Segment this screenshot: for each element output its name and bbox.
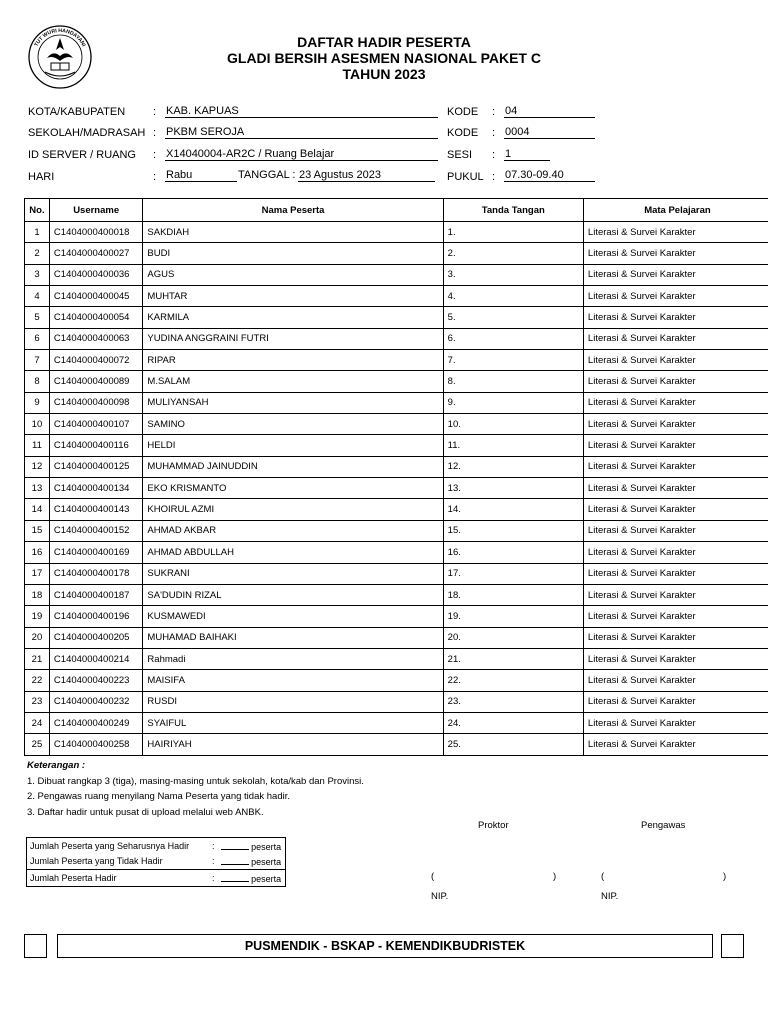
summary-label: Jumlah Peserta Hadir xyxy=(27,870,210,887)
colon: : xyxy=(492,106,496,118)
proktor-nip: NIP. xyxy=(431,891,449,902)
row-signature: 3. xyxy=(443,264,583,285)
row-username: C1404000400187 xyxy=(49,584,143,605)
row-mata-pelajaran: Literasi & Survei Karakter xyxy=(583,648,768,669)
row-number: 11 xyxy=(25,435,50,456)
row-mata-pelajaran: Literasi & Survei Karakter xyxy=(583,328,768,349)
note-item: 3. Daftar hadir untuk pusat di upload melalui web ANBK. xyxy=(27,806,264,818)
row-number: 4 xyxy=(25,286,50,307)
colon: : xyxy=(492,127,496,139)
row-number: 25 xyxy=(25,734,50,755)
col-header-username: Username xyxy=(49,199,143,222)
row-signature: 1. xyxy=(443,222,583,243)
row-nama: SA'DUDIN RIZAL xyxy=(143,584,443,605)
table-row xyxy=(25,499,768,520)
row-username: C1404000400134 xyxy=(49,478,143,499)
row-nama: RUSDI xyxy=(143,691,443,712)
row-number: 12 xyxy=(25,456,50,477)
kode1-value: 04 xyxy=(504,105,595,118)
table-row xyxy=(25,520,768,541)
summary-label: Jumlah Peserta yang Tidak Hadir xyxy=(30,856,163,867)
row-username: C1404000400018 xyxy=(49,222,143,243)
row-signature: 8. xyxy=(443,371,583,392)
row-signature: 10. xyxy=(443,414,583,435)
row-number: 5 xyxy=(25,307,50,328)
row-mata-pelajaran: Literasi & Survei Karakter xyxy=(583,222,768,243)
pengawas-nip: NIP. xyxy=(601,891,619,902)
table-row xyxy=(25,478,768,499)
pukul-value: 07.30-09.40 xyxy=(504,169,595,182)
tut-wuri-handayani-logo xyxy=(27,24,93,90)
row-username: C1404000400072 xyxy=(49,350,143,371)
table-row xyxy=(25,606,768,627)
summary-unit: peserta xyxy=(251,873,282,884)
footer-right-box xyxy=(721,934,744,958)
row-mata-pelajaran: Literasi & Survei Karakter xyxy=(583,606,768,627)
row-username: C1404000400232 xyxy=(49,691,143,712)
row-signature: 24. xyxy=(443,712,583,733)
row-mata-pelajaran: Literasi & Survei Karakter xyxy=(583,264,768,285)
attendance-summary xyxy=(26,837,286,887)
row-signature: 5. xyxy=(443,307,583,328)
row-mata-pelajaran: Literasi & Survei Karakter xyxy=(583,307,768,328)
row-nama: M.SALAM xyxy=(143,371,443,392)
row-nama: SUKRANI xyxy=(143,563,443,584)
colon: : xyxy=(492,171,496,183)
table-row xyxy=(25,264,768,285)
summary-value xyxy=(218,838,286,854)
row-mata-pelajaran: Literasi & Survei Karakter xyxy=(583,691,768,712)
row-username: C1404000400258 xyxy=(49,734,143,755)
table-row xyxy=(25,456,768,477)
row-nama: MUHAMMAD JAINUDDIN xyxy=(143,456,443,477)
col-header-nama: Nama Peserta xyxy=(143,199,443,222)
table-row xyxy=(25,435,768,456)
summary-label: Jumlah Peserta yang Seharusnya Hadir xyxy=(30,840,190,851)
row-mata-pelajaran: Literasi & Survei Karakter xyxy=(583,542,768,563)
summary-colon: : xyxy=(209,870,218,887)
row-number: 18 xyxy=(25,584,50,605)
footer-left-box xyxy=(24,934,47,958)
blank-line xyxy=(221,855,249,865)
row-nama: EKO KRISMANTO xyxy=(143,478,443,499)
row-signature: 25. xyxy=(443,734,583,755)
blank-line xyxy=(221,872,249,882)
row-mata-pelajaran: Literasi & Survei Karakter xyxy=(583,350,768,371)
row-username: C1404000400205 xyxy=(49,627,143,648)
row-nama: HELDI xyxy=(143,435,443,456)
row-mata-pelajaran: Literasi & Survei Karakter xyxy=(583,414,768,435)
row-nama: AGUS xyxy=(143,264,443,285)
pengawas-name-open: ( xyxy=(601,871,605,882)
row-signature: 19. xyxy=(443,606,583,627)
sesi-label: SESI xyxy=(447,149,473,161)
pengawas-label: Pengawas xyxy=(641,820,686,831)
hari-value: Rabu xyxy=(165,169,237,182)
row-mata-pelajaran: Literasi & Survei Karakter xyxy=(583,392,768,413)
row-username: C1404000400107 xyxy=(49,414,143,435)
row-signature: 9. xyxy=(443,392,583,413)
sekolah-value: PKBM SEROJA xyxy=(165,126,438,139)
row-signature: 2. xyxy=(443,243,583,264)
row-number: 15 xyxy=(25,520,50,541)
table-row xyxy=(25,371,768,392)
table-row xyxy=(25,712,768,733)
footer-banner: PUSMENDIK - BSKAP - KEMENDIKBUDRISTEK xyxy=(57,934,713,958)
colon: : xyxy=(492,149,496,161)
row-number: 1 xyxy=(25,222,50,243)
document-title: DAFTAR HADIR PESERTA xyxy=(297,34,471,50)
col-header-tanda-tangan: Tanda Tangan xyxy=(443,199,583,222)
table-row xyxy=(25,350,768,371)
note-item: 1. Dibuat rangkap 3 (tiga), masing-masing untuk sekolah, kota/kab dan Provinsi. xyxy=(27,775,364,787)
row-mata-pelajaran: Literasi & Survei Karakter xyxy=(583,563,768,584)
row-username: C1404000400143 xyxy=(49,499,143,520)
row-number: 2 xyxy=(25,243,50,264)
proktor-name-open: ( xyxy=(431,871,435,882)
row-number: 23 xyxy=(25,691,50,712)
row-nama: MUHTAR xyxy=(143,286,443,307)
summary-row xyxy=(27,870,286,887)
row-signature: 6. xyxy=(443,328,583,349)
row-mata-pelajaran: Literasi & Survei Karakter xyxy=(583,670,768,691)
row-mata-pelajaran: Literasi & Survei Karakter xyxy=(583,499,768,520)
kode2-label: KODE xyxy=(447,127,479,139)
row-username: C1404000400063 xyxy=(49,328,143,349)
row-signature: 15. xyxy=(443,520,583,541)
row-signature: 21. xyxy=(443,648,583,669)
row-username: C1404000400169 xyxy=(49,542,143,563)
row-number: 17 xyxy=(25,563,50,584)
table-row xyxy=(25,286,768,307)
proktor-name-close: ) xyxy=(553,871,557,882)
row-signature: 4. xyxy=(443,286,583,307)
pukul-label: PUKUL xyxy=(447,171,484,183)
row-username: C1404000400027 xyxy=(49,243,143,264)
table-row xyxy=(25,648,768,669)
table-row xyxy=(25,542,768,563)
row-signature: 22. xyxy=(443,670,583,691)
row-mata-pelajaran: Literasi & Survei Karakter xyxy=(583,627,768,648)
row-number: 8 xyxy=(25,371,50,392)
col-header-mata-pelajaran: Mata Pelajaran xyxy=(583,199,768,222)
colon: : xyxy=(153,171,157,183)
table-row xyxy=(25,734,768,755)
colon: : xyxy=(153,127,157,139)
colon: : xyxy=(153,106,157,118)
tanggal-value: 23 Agustus 2023 xyxy=(298,169,435,182)
row-mata-pelajaran: Literasi & Survei Karakter xyxy=(583,520,768,541)
row-nama: MUHAMAD BAIHAKI xyxy=(143,627,443,648)
hari-label: HARI xyxy=(28,171,55,183)
document-year: TAHUN 2023 xyxy=(342,66,426,82)
summary-unit: peserta xyxy=(251,841,282,852)
table-row xyxy=(25,392,768,413)
table-row xyxy=(25,670,768,691)
row-mata-pelajaran: Literasi & Survei Karakter xyxy=(583,435,768,456)
row-number: 20 xyxy=(25,627,50,648)
notes-heading: Keterangan : xyxy=(27,760,86,771)
row-username: C1404000400196 xyxy=(49,606,143,627)
row-signature: 13. xyxy=(443,478,583,499)
row-username: C1404000400045 xyxy=(49,286,143,307)
kode1-label: KODE xyxy=(447,106,479,118)
row-username: C1404000400125 xyxy=(49,456,143,477)
sesi-value: 1 xyxy=(504,148,550,161)
kota-label: KOTA/KABUPATEN xyxy=(28,106,126,118)
row-signature: 12. xyxy=(443,456,583,477)
table-row xyxy=(25,307,768,328)
blank-line xyxy=(221,840,249,850)
kode2-value: 0004 xyxy=(504,126,595,139)
table-row xyxy=(25,563,768,584)
row-signature: 17. xyxy=(443,563,583,584)
row-mata-pelajaran: Literasi & Survei Karakter xyxy=(583,286,768,307)
row-mata-pelajaran: Literasi & Survei Karakter xyxy=(583,712,768,733)
row-number: 22 xyxy=(25,670,50,691)
colon: : xyxy=(153,149,157,161)
row-number: 9 xyxy=(25,392,50,413)
row-nama: MAISIFA xyxy=(143,670,443,691)
row-number: 10 xyxy=(25,414,50,435)
attendance-rows xyxy=(25,222,768,756)
row-nama: SAMINO xyxy=(143,414,443,435)
attendance-table xyxy=(24,198,768,756)
summary-colon: : xyxy=(212,840,215,851)
row-mata-pelajaran: Literasi & Survei Karakter xyxy=(583,584,768,605)
table-row xyxy=(25,691,768,712)
row-signature: 23. xyxy=(443,691,583,712)
row-signature: 14. xyxy=(443,499,583,520)
table-row xyxy=(25,243,768,264)
row-mata-pelajaran: Literasi & Survei Karakter xyxy=(583,734,768,755)
row-number: 24 xyxy=(25,712,50,733)
summary-value xyxy=(218,870,286,887)
row-nama: AHMAD AKBAR xyxy=(143,520,443,541)
row-nama: AHMAD ABDULLAH xyxy=(143,542,443,563)
summary-value xyxy=(218,854,286,870)
row-signature: 16. xyxy=(443,542,583,563)
row-username: C1404000400089 xyxy=(49,371,143,392)
server-value: X14040004-AR2C / Ruang Belajar xyxy=(165,148,438,161)
row-nama: YUDINA ANGGRAINI FUTRI xyxy=(143,328,443,349)
row-nama: Rahmadi xyxy=(143,648,443,669)
document-subtitle: GLADI BERSIH ASESMEN NASIONAL PAKET C xyxy=(227,50,541,66)
row-mata-pelajaran: Literasi & Survei Karakter xyxy=(583,243,768,264)
summary-colon: : xyxy=(212,856,215,867)
row-username: C1404000400098 xyxy=(49,392,143,413)
row-username: C1404000400152 xyxy=(49,520,143,541)
row-nama: SYAIFUL xyxy=(143,712,443,733)
notes xyxy=(27,758,364,820)
row-signature: 18. xyxy=(443,584,583,605)
row-username: C1404000400116 xyxy=(49,435,143,456)
row-nama: KARMILA xyxy=(143,307,443,328)
row-username: C1404000400223 xyxy=(49,670,143,691)
table-row xyxy=(25,328,768,349)
row-username: C1404000400249 xyxy=(49,712,143,733)
row-username: C1404000400214 xyxy=(49,648,143,669)
row-number: 13 xyxy=(25,478,50,499)
table-header-row xyxy=(25,199,768,222)
table-row xyxy=(25,222,768,243)
row-nama: BUDI xyxy=(143,243,443,264)
note-item: 2. Pengawas ruang menyilang Nama Peserta yang tidak hadir. xyxy=(27,791,290,802)
summary-row xyxy=(27,854,286,870)
row-nama: KUSMAWEDI xyxy=(143,606,443,627)
row-signature: 20. xyxy=(443,627,583,648)
row-mata-pelajaran: Literasi & Survei Karakter xyxy=(583,371,768,392)
server-label: ID SERVER / RUANG xyxy=(28,149,136,161)
row-number: 7 xyxy=(25,350,50,371)
table-row xyxy=(25,584,768,605)
tanggal-label: TANGGAL : xyxy=(238,169,296,181)
row-number: 19 xyxy=(25,606,50,627)
row-number: 14 xyxy=(25,499,50,520)
summary-row xyxy=(27,838,286,854)
sekolah-label: SEKOLAH/MADRASAH xyxy=(28,127,146,139)
row-number: 6 xyxy=(25,328,50,349)
proktor-label: Proktor xyxy=(478,820,509,831)
row-username: C1404000400054 xyxy=(49,307,143,328)
row-number: 16 xyxy=(25,542,50,563)
row-nama: RIPAR xyxy=(143,350,443,371)
col-header-no: No. xyxy=(25,199,50,222)
row-number: 21 xyxy=(25,648,50,669)
row-nama: SAKDIAH xyxy=(143,222,443,243)
row-nama: MULIYANSAH xyxy=(143,392,443,413)
row-signature: 11. xyxy=(443,435,583,456)
row-number: 3 xyxy=(25,264,50,285)
table-row xyxy=(25,414,768,435)
row-mata-pelajaran: Literasi & Survei Karakter xyxy=(583,456,768,477)
table-row xyxy=(25,627,768,648)
row-mata-pelajaran: Literasi & Survei Karakter xyxy=(583,478,768,499)
summary-unit: peserta xyxy=(251,857,282,868)
row-username: C1404000400036 xyxy=(49,264,143,285)
row-signature: 7. xyxy=(443,350,583,371)
kota-value: KAB. KAPUAS xyxy=(165,105,438,118)
svg-text:TUT WURI HANDAYANI: TUT WURI HANDAYANI xyxy=(33,27,87,48)
pengawas-name-close: ) xyxy=(723,871,727,882)
row-nama: KHOIRUL AZMI xyxy=(143,499,443,520)
row-nama: HAIRIYAH xyxy=(143,734,443,755)
row-username: C1404000400178 xyxy=(49,563,143,584)
